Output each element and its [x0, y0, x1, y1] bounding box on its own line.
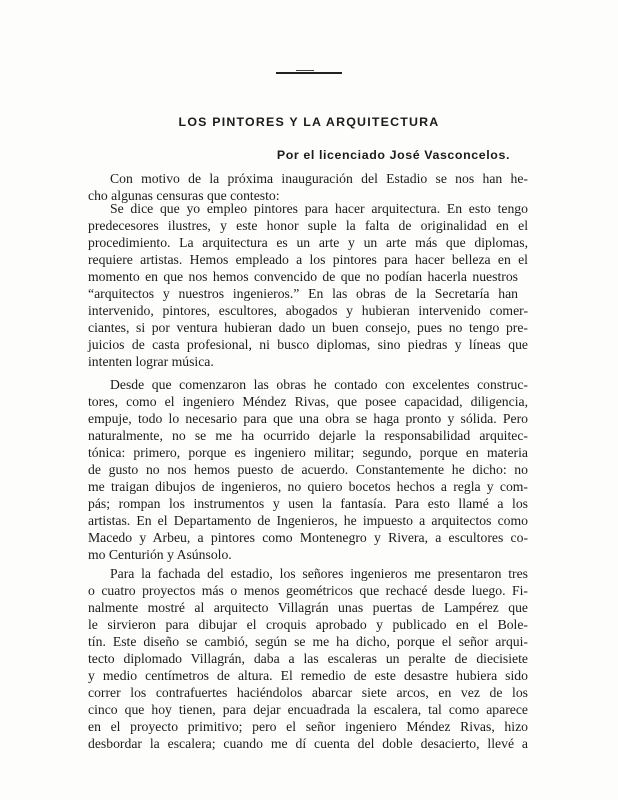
text-line: momento en que nos hemos convencido de que no podían hacerla nuestros	[88, 269, 518, 284]
text-line: pás; rompan los instrumentos y usen la fantasía. Para esto llamé a los	[88, 496, 528, 511]
text-line: le sirvieron para dibujar el croquis aprobado y publicado en el Bole-	[88, 617, 528, 632]
text-line: tín. Este diseño se cambió, según se me ha dicho, porque el señor arqui-	[88, 634, 528, 649]
text-line: mo Centurión y Asúnsolo.	[88, 547, 232, 562]
text-line: “arquitectos y nuestros ingenieros.” En las obras de la Secretaría han	[88, 286, 518, 301]
text-line: cho algunas censuras que contesto:	[88, 188, 280, 203]
text-line: me traigan dibujos de ingenieros, no quiero bocetos hechos a regla y com-	[88, 479, 528, 494]
text-line: juicios de casta profesional, ni busco diplomas, sino piedras y líneas que	[88, 337, 528, 352]
text-line: artistas. En el Departamento de Ingenieros, he impuesto a arquitectos como	[88, 513, 528, 528]
text-line: Con motivo de la próxima inauguración del Estadio se nos han he-	[110, 171, 528, 186]
author-byline: Por el licenciado José Vasconcelos.	[276, 148, 510, 162]
header-rule-accent	[296, 70, 314, 71]
text-line: en el proyecto primitivo; pero el señor ingeniero Méndez Rivas, hizo	[88, 719, 528, 734]
text-line: tecto diplomado Villagrán, daba a las escaleras un peralte de diecisiete	[88, 651, 528, 666]
text-line: intenten lograr música.	[88, 354, 214, 369]
text-line: Macedo y Arbeu, a pintores como Montenegro y Rivera, a escultores co-	[88, 530, 528, 545]
article-title: LOS PINTORES Y LA ARQUITECTURA	[178, 115, 440, 129]
text-line: Para la fachada del estadio, los señores ingenieros me presentaron tres	[110, 566, 528, 581]
text-line: intervenido, pintores, escultores, abogados y hubieran intervenido comer-	[88, 303, 528, 318]
text-line: y medio centímetros de altura. El remedio de este desastre hubiera sido	[88, 668, 528, 683]
text-line: o cuatro proyectos más o menos geométricos que rechacé desde luego. Fi-	[88, 583, 528, 598]
text-line: procedimiento. La arquitectura es un arte y un arte más que diplomas,	[88, 235, 528, 250]
text-line: de gusto no nos hemos puesto de acuerdo. Constantemente he dicho: no	[88, 462, 528, 477]
text-line: predecesores ilustres, y este honor suple la falta de originalidad en el	[88, 218, 528, 233]
text-line: correr los contrafuertes haciéndolos abarcar siete arcos, en vez de los	[88, 685, 528, 700]
text-line: empuje, todo lo necesario para que una obra se haga pronto y sólida. Pero	[88, 411, 528, 426]
text-line: Desde que comenzaron las obras he contado con excelentes construc-	[110, 377, 528, 392]
text-line: nalmente mostré al arquitecto Villagrán unas puertas de Lampérez que	[88, 600, 528, 615]
text-line: requiere artistas. Hemos empleado a los pintores para hacer belleza en el	[88, 252, 528, 267]
text-line: Se dice que yo empleo pintores para hacer arquitectura. En esto tengo	[110, 201, 528, 216]
text-line: ciantes, si por ventura hubieran dado un buen consejo, pues no tengo pre-	[88, 320, 528, 335]
text-line: desbordar la escalera; cuando me dí cuenta del doble desacierto, llevé a	[88, 736, 528, 751]
header-rule	[276, 72, 342, 74]
text-line: cinco que hoy tienen, para dejar encuadrada la escalera, tal como aparece	[88, 702, 528, 717]
text-line: naturalmente, no se me ha ocurrido dejarle la responsabilidad arquitec-	[88, 428, 528, 443]
text-line: tónica: primero, porque es ingeniero militar; segundo, porque en materia	[88, 445, 528, 460]
text-line: tores, como el ingeniero Méndez Rivas, que posee capacidad, diligencia,	[88, 394, 528, 409]
